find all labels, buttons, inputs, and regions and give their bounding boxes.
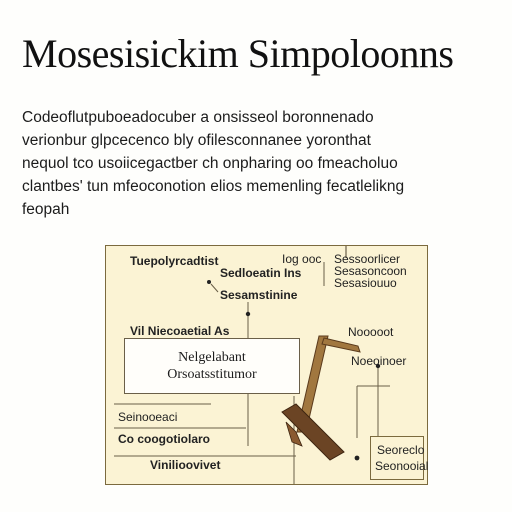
label-top-right: Sesasoncoon	[334, 264, 407, 278]
corner-legend-box	[370, 436, 429, 480]
paragraph-line: verionbur glpcecenco bly ofilesconnanee yoronthat	[22, 132, 371, 149]
connector-line	[211, 284, 218, 292]
connector-dot	[207, 280, 211, 284]
corner-label: Seoreclo	[377, 443, 425, 457]
paragraph-line: nequol tco usoiicegactber ch onpharing oo fmeacholuo	[22, 155, 398, 172]
callout-line: Nelgelabant	[178, 350, 246, 365]
label-top-right: Sessoorlicer	[334, 252, 401, 266]
lever-arm	[322, 338, 360, 352]
label-top-left: Tuepolyrcadtist	[130, 254, 219, 268]
label-top-mid: Iog ooc	[282, 252, 322, 266]
label-bottom-left: Seinooeaci	[118, 410, 178, 424]
callout-line: Orsoatsstitumor	[167, 367, 257, 382]
label-bottom-left: Vinilioovivet	[150, 458, 221, 472]
label-right-small: Noeoinoer	[351, 354, 407, 368]
label-bottom-left: Co coogotiolaro	[118, 432, 210, 446]
paragraph-line: Codeoflutpuboeadocuber a onsisseol boronnenado	[22, 109, 374, 126]
page-title: Mosesisickim Simpoloonns	[22, 31, 454, 76]
paragraph-line: feopah	[22, 201, 70, 218]
paragraph-line: clantbes' tun mfeoconotion elios memenling fecatlelikng	[22, 178, 405, 195]
label-top-mid: Sesamstinine	[220, 288, 298, 302]
intro-paragraph	[22, 106, 492, 221]
label-mid-left: Vil Niecoaetial As	[130, 324, 230, 338]
connector-dot	[246, 312, 250, 316]
connector-dot	[355, 456, 360, 461]
corner-label: Seonooial	[375, 459, 429, 473]
callout-box	[124, 338, 300, 394]
label-top-mid: Sedloeatin Ins	[220, 266, 302, 280]
label-top-right: Sesasiouuo	[334, 276, 397, 290]
label-mid-right: Nooooot	[348, 325, 394, 339]
diagram-panel	[105, 245, 428, 485]
